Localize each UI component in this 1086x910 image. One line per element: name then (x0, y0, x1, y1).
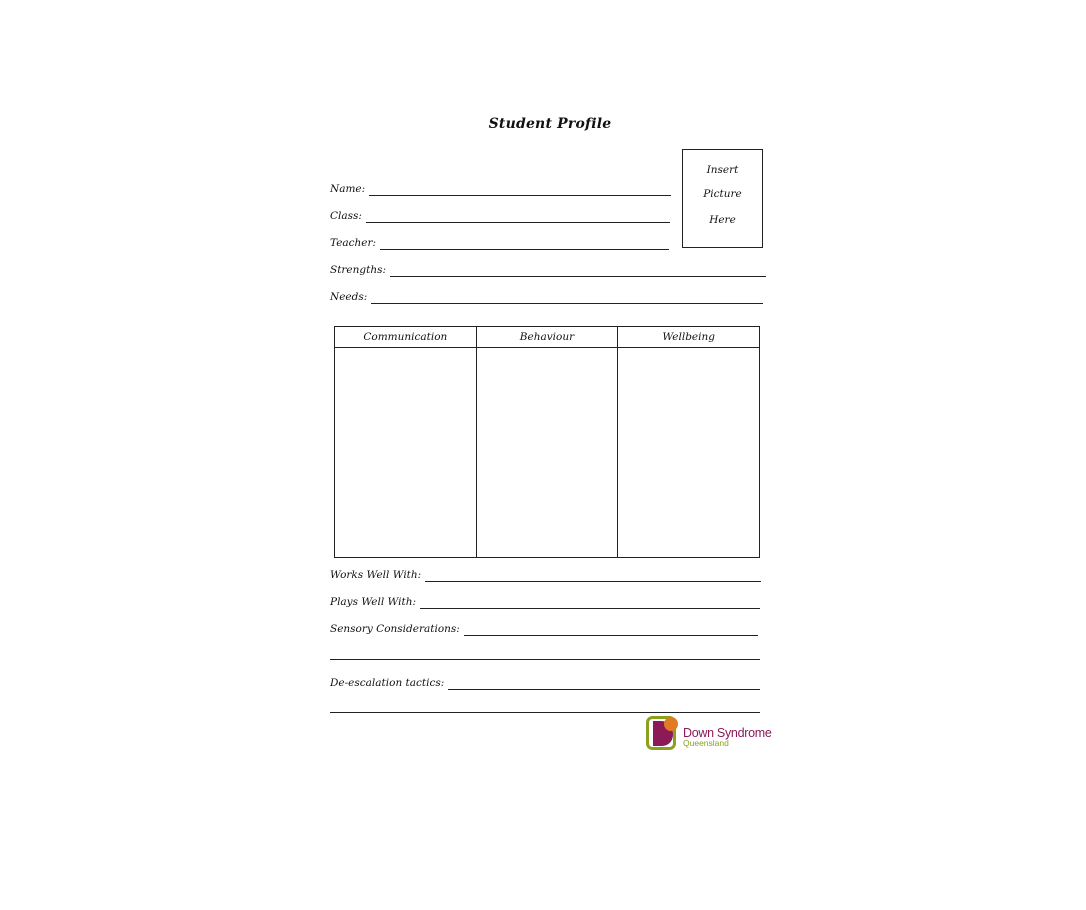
works-well-with-label: Works Well With: (330, 569, 422, 581)
deescalation-field[interactable] (330, 677, 760, 689)
down-syndrome-queensland-logo (646, 716, 772, 752)
name-label: Name: (330, 183, 366, 195)
needs-label: Needs: (330, 291, 368, 303)
deescalation-label: De-escalation tactics: (330, 677, 445, 689)
teacher-line[interactable] (380, 248, 669, 250)
strengths-field[interactable] (330, 264, 766, 276)
table-row (335, 348, 760, 558)
logo-mark-icon (646, 716, 682, 752)
plays-well-with-field[interactable] (330, 596, 760, 608)
logo-name: Down Syndrome (683, 726, 772, 740)
plays-well-with-label: Plays Well With: (330, 596, 417, 608)
name-line[interactable] (369, 194, 671, 196)
sensory-considerations-field[interactable] (330, 623, 758, 635)
strengths-label: Strengths: (330, 264, 387, 276)
teacher-label: Teacher: (330, 237, 377, 249)
photo-placeholder[interactable] (682, 149, 763, 248)
photo-placeholder-line1: Insert (706, 164, 739, 176)
sensory-considerations-label: Sensory Considerations: (330, 623, 460, 635)
photo-placeholder-line2: Picture (703, 188, 742, 200)
class-line[interactable] (366, 221, 670, 223)
photo-placeholder-line3: Here (709, 214, 736, 226)
works-well-with-line[interactable] (425, 580, 761, 582)
plays-well-with-line[interactable] (420, 607, 760, 609)
document-title: Student Profile (488, 116, 612, 132)
needs-line[interactable] (371, 302, 763, 304)
needs-field[interactable] (330, 291, 763, 303)
header-behaviour: Behaviour (476, 327, 618, 348)
class-field[interactable] (330, 210, 670, 222)
class-label: Class: (330, 210, 362, 222)
works-well-with-field[interactable] (330, 569, 761, 581)
sensory-extra-line[interactable] (330, 659, 760, 660)
communication-cell[interactable] (335, 348, 477, 558)
name-field[interactable] (330, 183, 671, 195)
deescalation-line[interactable] (448, 688, 760, 690)
header-wellbeing: Wellbeing (618, 327, 760, 348)
sensory-considerations-line[interactable] (464, 634, 758, 636)
table-header-row (335, 327, 760, 348)
deescalation-extra-line[interactable] (330, 712, 760, 713)
logo-region: Queensland (683, 738, 729, 748)
behaviour-cell[interactable] (476, 348, 618, 558)
wellbeing-cell[interactable] (618, 348, 760, 558)
header-communication: Communication (335, 327, 477, 348)
strengths-line[interactable] (390, 275, 766, 277)
profile-table (334, 326, 760, 558)
teacher-field[interactable] (330, 237, 669, 249)
